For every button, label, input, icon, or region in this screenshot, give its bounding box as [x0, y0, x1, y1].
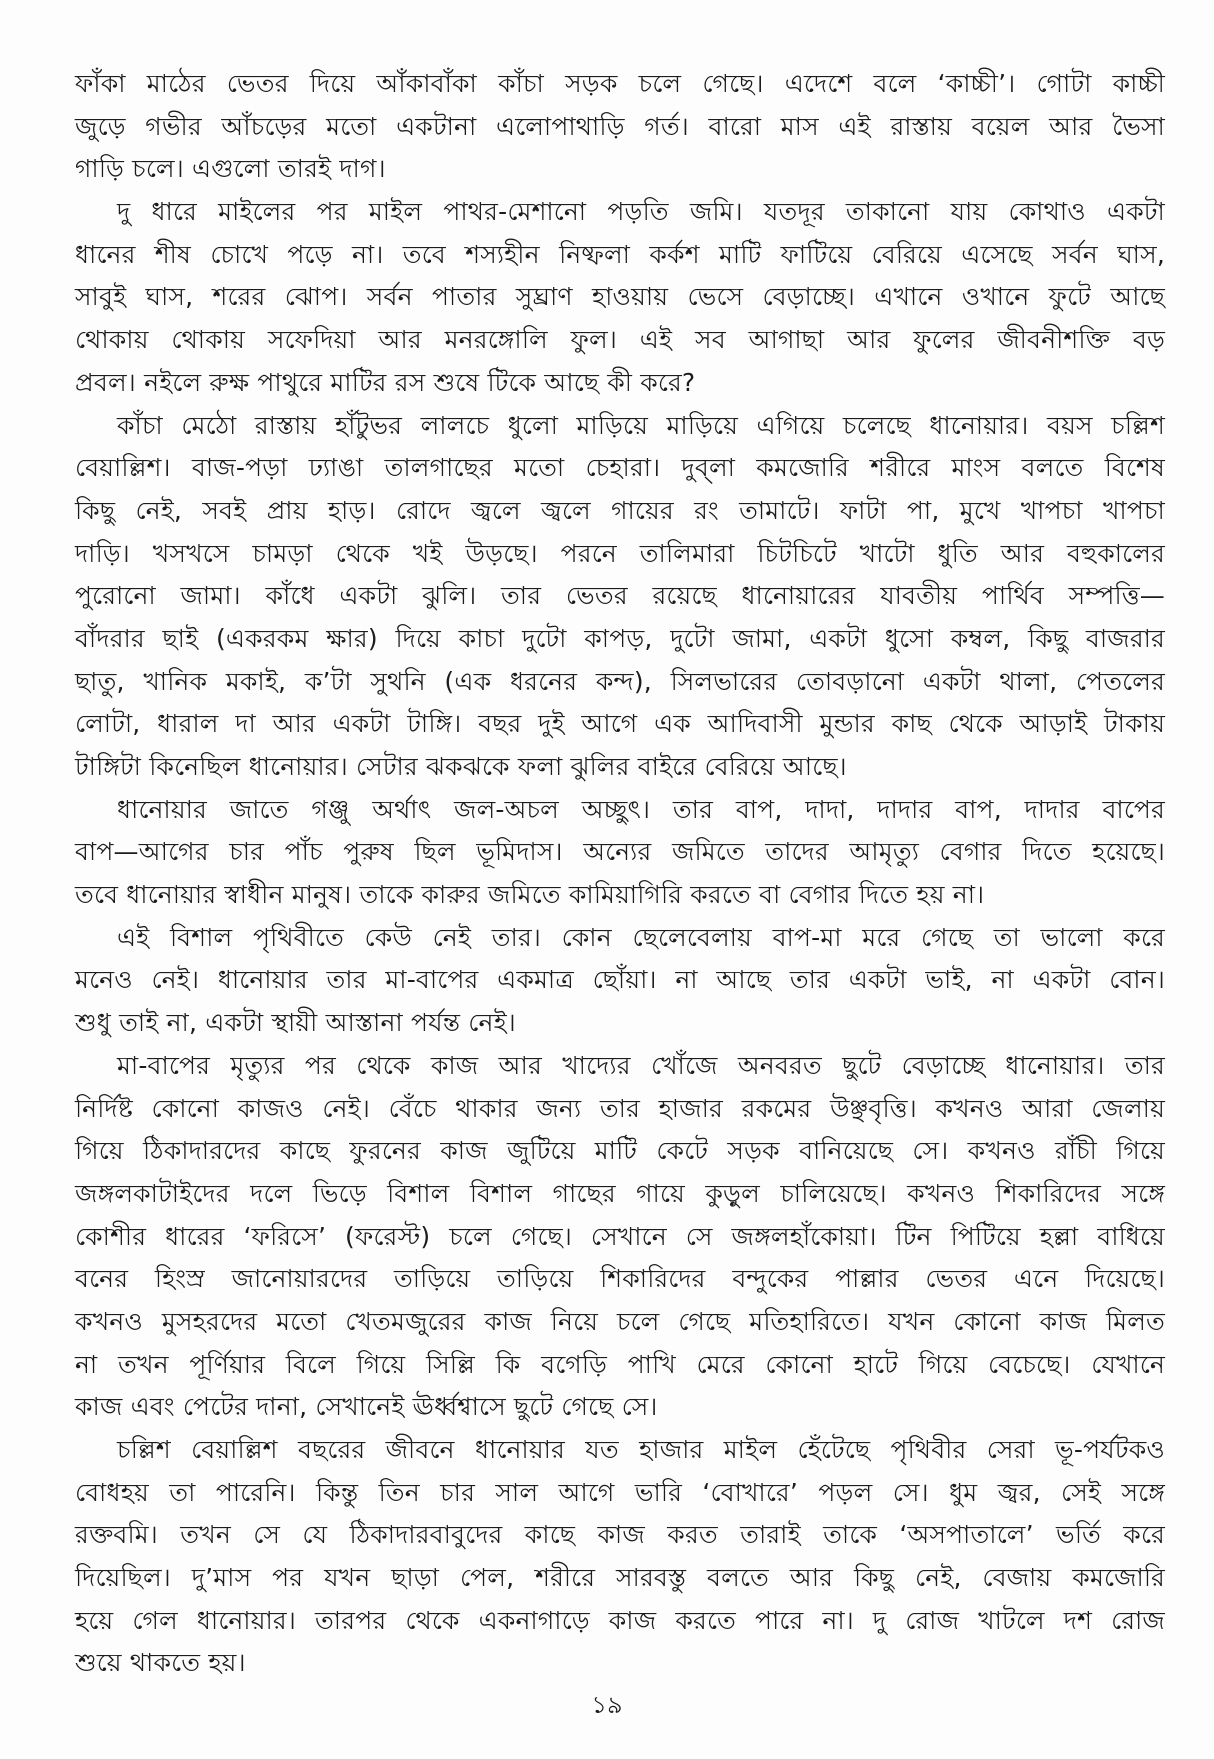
text-line: বাঁদরার ছাই (একরকম ক্ষার) দিয়ে কাচা দুটো কাপড়, দুটো জামা, একটা ধুসো কম্বল, কিছু বাজরার — [75, 623, 1165, 653]
text-line: বনের হিংস্র জানোয়ারদের তাড়িয়ে তাড়িয়ে শিকারিদের বন্দুকের পাল্লার ভেতর এনে দিয়েছে। — [75, 1264, 1165, 1294]
text-line: কখনও মুসহরদের মতো খেতমজুরের কাজ নিয়ে চলে গেছে মতিহারিতে। যখন কোনো কাজ মিলত — [75, 1306, 1165, 1336]
text-line: ধানের শীষ চোখে পড়ে না। তবে শস্যহীন নিষ্ফলা কর্কশ মাটি ফাটিয়ে বেরিয়ে এসেছে সর্বন ঘাস, — [75, 239, 1165, 269]
text-line: দু ধারে মাইলের পর মাইল পাথর-মেশানো পড়তি জমি। যতদূর তাকানো যায় কোথাও একটা — [117, 197, 1165, 227]
paragraph — [75, 405, 1165, 789]
text-line: শুধু তাই না, একটা স্থায়ী আস্তানা পর্যন্ত নেই। — [75, 1008, 516, 1038]
text-line: বেয়াল্লিশ। বাজ-পড়া ঢ্যাঙা তালগাছের মতো চেহারা। দুব্‌লা কমজোরি শরীরে মাংস বলতে বিশেষ — [75, 453, 1165, 483]
text-line: পুরোনো জামা। কাঁধে একটা ঝুলি। তার ভেতর রয়েছে ধানোয়ারের যাবতীয় পার্থিব সম্পত্তি— — [75, 581, 1165, 611]
text-line: গিয়ে ঠিকাদারদের কাছে ফুরনের কাজ জুটিয়ে মাটি কেটে সড়ক বানিয়েছে সে। কখনও রাঁচী গিয়ে — [75, 1136, 1165, 1166]
text-line: কাজ এবং পেটের দানা, সেখানেই ঊর্ধ্বশ্বাসে ছুটে গেছে সে। — [75, 1392, 658, 1422]
paragraph — [75, 1045, 1165, 1429]
paragraph — [75, 191, 1165, 404]
body-text — [75, 63, 1165, 1685]
text-line: প্রবল। নইলে রুক্ষ পাথুরে মাটির রস শুষে টিকে আছে কী করে? — [75, 367, 696, 397]
text-line: শুয়ে থাকতে হয়। — [75, 1648, 246, 1678]
text-line: বাপ—আগের চার পাঁচ পুরুষ ছিল ভূমিদাস। অন্যের জমিতে তাদের আমৃত্যু বেগার দিতে হয়েছে। — [75, 837, 1165, 867]
text-line: নির্দিষ্ট কোনো কাজও নেই। বেঁচে থাকার জন্য তার হাজার রকমের উঞ্ছবৃত্তি। কখনও আরা জেলায় — [75, 1093, 1165, 1123]
text-line: জঙ্গলকাটাইদের দলে ভিড়ে বিশাল বিশাল গাছের গায়ে কুড়ুল চালিয়েছে। কখনও শিকারিদের সঙ্গে — [75, 1178, 1165, 1208]
text-line: ধানোয়ার জাতে গঞ্জু অর্থাৎ জল-অচল অচ্ছুৎ। তার বাপ, দাদা, দাদার বাপ, দাদার বাপের — [117, 794, 1165, 824]
paragraph — [75, 917, 1165, 1045]
text-line: থোকায় থোকায় সফেদিয়া আর মনরঙ্গোলি ফুল। এই সব আগাছা আর ফুলের জীবনীশক্তি বড় — [75, 325, 1165, 355]
text-line: জুড়ে গভীর আঁচড়ের মতো একটানা এলোপাথাড়ি গর্ত। বারো মাস এই রাস্তায় বয়েল আর ভৈসা — [75, 111, 1165, 141]
text-line: গাড়ি চলে। এগুলো তারই দাগ। — [75, 154, 386, 184]
text-line: মনেও নেই। ধানোয়ার তার মা-বাপের একমাত্র ছোঁয়া। না আছে তার একটা ভাই, না একটা বোন। — [75, 965, 1165, 995]
text-line: দিয়েছিল। দু’মাস পর যখন ছাড়া পেল, শরীরে সারবস্তু বলতে আর কিছু নেই, বেজায় কমজোরি — [75, 1563, 1165, 1593]
text-line: সাবুই ঘাস, শরের ঝোপ। সর্বন পাতার সুঘ্রাণ হাওয়ায় ভেসে বেড়াচ্ছে। এখানে ওখানে ফুটে আছে — [75, 282, 1165, 312]
text-line: টাঙ্গিটা কিনেছিল ধানোয়ার। সেটার ঝকঝকে ফলা ঝুলির বাইরে বেরিয়ে আছে। — [75, 752, 847, 781]
text-line: চল্লিশ বেয়াল্লিশ বছরের জীবনে ধানোয়ার যত হাজার মাইল হেঁটেছে পৃথিবীর সেরা ভূ-পর্যটকও — [117, 1435, 1165, 1464]
text-line: কাঁচা মেঠো রাস্তায় হাঁটুভর লালচে ধুলো মাড়িয়ে মাড়িয়ে এগিয়ে চলেছে ধানোয়ার। বয়স চল্লিশ — [117, 410, 1165, 440]
paragraph — [75, 63, 1165, 191]
text-line: বোধহয় তা পারেনি। কিন্তু তিন চার সাল আগে ভারি ‘বোখারে’ পড়ল সে। ধুম জ্বর, সেই সঙ্গে — [75, 1477, 1165, 1507]
paragraph — [75, 789, 1165, 917]
text-line: ফাঁকা মাঠের ভেতর দিয়ে আঁকাবাঁকা কাঁচা সড়ক চলে গেছে। এদেশে বলে ‘কাচ্চী’। গোটা কাচ্চী — [75, 69, 1165, 98]
text-line: কোশীর ধারের ‘ফরিসে’ (ফরেস্ট) চলে গেছে। সেখানে সে জঙ্গলহাঁকোয়া। টিন পিটিয়ে হল্লা বাধিয়ে — [75, 1221, 1165, 1251]
text-line: না তখন পূর্ণিয়ার বিলে গিয়ে সিল্লি কি বগেড়ি পাখি মেরে কোনো হাটে গিয়ে বেচেছে। যেখানে — [75, 1349, 1165, 1379]
text-line: হয়ে গেল ধানোয়ার। তারপর থেকে একনাগাড়ে কাজ করতে পারে না। দু রোজ খাটলে দশ রোজ — [75, 1605, 1165, 1635]
text-line: মা-বাপের মৃত্যুর পর থেকে কাজ আর খাদ্যের খোঁজে অনবরত ছুটে বেড়াচ্ছে ধানোয়ার। তার — [117, 1050, 1165, 1080]
text-line: দাড়ি। খসখসে চামড়া থেকে খই উড়ছে। পরনে তালিমারা চিটচিটে খাটো ধুতি আর বহুকালের — [75, 538, 1165, 568]
text-line: ছাতু, খানিক মকাই, ক’টা সুথনি (এক ধরনের কন্দ), সিলভারের তোবড়ানো একটা থালা, পেতলের — [75, 666, 1165, 696]
text-line: কিছু নেই, সবই প্রায় হাড়। রোদে জ্বলে জ্বলে গায়ের রং তামাটে। ফাটা পা, মুখে খাপচা খাপচা — [75, 495, 1165, 525]
text-line: লোটা, ধারাল দা আর একটা টাঙ্গি। বছর দুই আগে এক আদিবাসী মুন্ডার কাছ থেকে আড়াই টাকায় — [75, 709, 1165, 739]
text-line: এই বিশাল পৃথিবীতে কেউ নেই তার। কোন ছেলেবেলায় বাপ-মা মরে গেছে তা ভালো করে — [117, 922, 1165, 952]
text-line: তবে ধানোয়ার স্বাধীন মানুষ। তাকে কারুর জমিতে কামিয়াগিরি করতে বা বেগার দিতে হয় না। — [75, 880, 985, 910]
paragraph — [75, 1429, 1165, 1685]
text-line: রক্তবমি। তখন সে যে ঠিকাদারবাবুদের কাছে কাজ করত তারাই তাকে ‘অসপাতালে’ ভর্তি করে — [75, 1520, 1165, 1550]
page-number: ১৯ — [591, 1691, 623, 1719]
